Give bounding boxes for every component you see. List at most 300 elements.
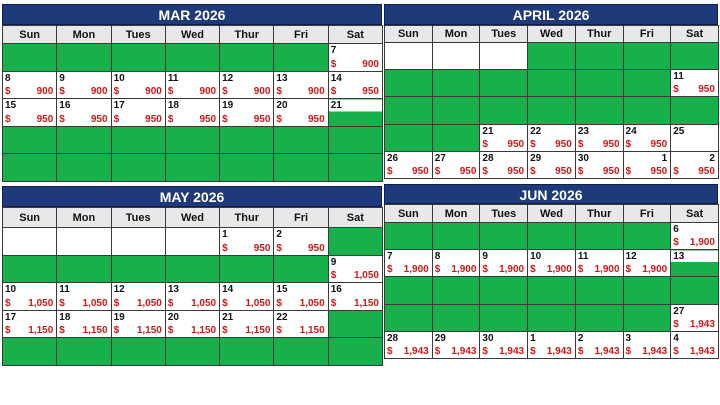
currency-symbol: $ [222,297,228,309]
nightly-price [276,325,324,336]
currency-symbol: $ [625,345,632,357]
day-cell[interactable] [480,124,528,151]
price-amount: 1,050 [245,297,271,309]
currency-symbol: $ [387,264,393,276]
price-amount: 950 [507,138,525,150]
currency-symbol: $ [167,113,174,125]
nightly-price [168,325,216,336]
price-amount: 950 [412,165,429,177]
day-number: 30 [482,332,494,344]
day-cell[interactable] [385,151,433,178]
day-cell[interactable] [3,310,57,338]
available-cell [111,255,165,283]
available-cell [575,70,623,97]
day-cell[interactable] [57,71,111,99]
day-cell[interactable] [111,283,165,311]
day-cell[interactable] [575,124,623,151]
day-number: 17 [5,311,17,323]
price-amount: 1,050 [28,297,54,309]
available-cell [528,97,576,124]
day-cell[interactable] [528,124,576,151]
available-cell [274,126,328,154]
available-cell [671,43,719,70]
price-amount: 1,943 [499,345,525,357]
nightly-price [482,346,524,357]
day-cell[interactable] [432,331,480,358]
available-cell [385,70,433,97]
available-cell [575,277,623,304]
nightly-price [578,166,620,177]
day-cell[interactable] [274,228,328,256]
available-cell [528,70,576,97]
weekday-header: Wed [528,205,576,223]
day-cell[interactable] [671,151,719,178]
day-cell[interactable] [274,99,328,127]
available-cell [575,43,623,70]
available-cell [623,97,671,124]
empty-cell [3,228,57,256]
day-number: 11 [59,284,70,295]
day-number: 20 [276,100,288,111]
day-cell[interactable] [623,250,671,277]
weekday-header: Sun [3,208,57,228]
day-number: 19 [222,100,234,111]
day-cell[interactable] [220,228,274,256]
calendar-title [2,4,382,25]
day-number: 22 [530,125,542,137]
nightly-price [387,264,429,275]
currency-symbol: $ [387,345,393,357]
nightly-price [331,86,379,97]
day-cell[interactable] [432,250,480,277]
day-number: 21 [222,311,234,323]
available-cell [111,44,165,72]
price-amount: 950 [602,165,620,177]
day-number: 13 [276,72,288,84]
day-number: 29 [530,152,542,164]
week-row [385,70,719,97]
day-cell[interactable] [165,71,219,99]
weekday-header: Fri [623,26,671,43]
day-number: 15 [5,100,17,111]
available-cell [165,338,219,366]
price-amount: 1,900 [403,264,429,276]
available-cell [623,70,671,97]
currency-symbol: $ [434,345,441,357]
day-cell[interactable] [3,99,57,127]
price-amount: 1,900 [594,264,620,276]
available-cell [671,277,719,304]
price-amount: 900 [362,58,379,70]
nightly-price [578,264,620,275]
day-cell[interactable] [528,250,576,277]
day-cell[interactable] [671,331,719,358]
day-number: 16 [330,284,342,295]
weekday-header: Sun [385,26,433,43]
calendar-title-text: APRIL 2026 [512,7,590,23]
day-cell[interactable] [528,331,576,358]
nightly-price [482,166,524,177]
price-amount: 1,900 [689,237,715,249]
currency-symbol: $ [59,297,65,309]
day-number: 30 [577,152,589,164]
available-cell [432,223,480,250]
day-number: 15 [276,284,288,295]
nightly-price [673,237,715,248]
day-cell[interactable] [220,283,274,311]
day-cell[interactable] [328,71,382,99]
available-cell [220,154,274,182]
nightly-price [387,346,429,357]
week-row [3,310,383,338]
price-amount: 1,150 [299,325,325,336]
week-row [385,250,719,277]
price-amount: 1,900 [642,264,668,276]
available-cell [671,97,719,124]
day-cell[interactable] [57,283,111,311]
day-number: 12 [113,284,125,295]
nightly-price [222,114,270,125]
available-cell [57,154,111,182]
available-cell [57,338,111,366]
available-cell [385,223,433,250]
day-number: 19 [113,311,125,323]
nightly-price [673,319,715,330]
day-number: 21 [482,125,494,137]
price-amount: 1,050 [299,297,325,309]
day-number: 2 [577,332,584,344]
nightly-price [673,166,715,177]
day-number: 1 [222,229,228,240]
day-cell[interactable] [480,151,528,178]
price-amount: 950 [145,113,162,125]
day-cell[interactable] [328,99,382,127]
day-cell[interactable] [575,331,623,358]
day-cell[interactable] [274,310,328,338]
day-cell[interactable] [623,331,671,358]
currency-symbol: $ [434,264,441,276]
price-amount: 1,150 [353,297,379,309]
currency-symbol: $ [482,165,488,177]
available-cell [111,338,165,366]
day-cell[interactable] [385,331,433,358]
price-amount: 1,900 [546,264,572,276]
day-number: 17 [113,100,125,111]
day-cell[interactable] [671,124,719,151]
currency-symbol: $ [330,270,337,281]
week-row [3,338,383,366]
currency-symbol: $ [5,86,11,97]
available-cell [220,44,274,72]
day-cell[interactable] [575,250,623,277]
day-cell[interactable] [432,151,480,178]
day-number: 11 [167,72,179,84]
currency-symbol: $ [59,86,65,97]
day-number: 22 [276,311,288,323]
day-number: 7 [387,251,393,263]
currency-symbol: $ [673,345,679,357]
day-cell[interactable] [111,71,165,99]
day-number: 12 [625,251,637,263]
weekday-header: Sat [671,26,719,43]
day-number: 10 [530,251,542,263]
calendar-jun-2026 [384,184,718,359]
available-cell [480,223,528,250]
price-amount: 1,050 [136,297,162,309]
week-row [385,43,719,70]
available-cell [623,277,671,304]
available-cell [432,97,480,124]
week-row [385,97,719,124]
nightly-price [626,166,668,177]
nightly-price [114,325,162,336]
price-amount: 1,943 [403,345,429,357]
empty-cell [432,43,480,70]
day-number: 26 [387,152,399,164]
nightly-price [5,298,53,309]
available-cell [480,97,528,124]
available-cell [274,154,328,182]
price-amount: 950 [602,138,620,150]
day-cell[interactable] [528,151,576,178]
weekday-header: Tues [111,26,165,44]
price-amount: 1,150 [82,325,108,336]
currency-symbol: $ [330,297,337,309]
nightly-price [59,325,107,336]
currency-symbol: $ [276,242,282,254]
weekday-header: Tues [480,205,528,223]
day-cell[interactable] [111,310,165,338]
calendar-grid [2,25,383,182]
nightly-price [276,243,324,254]
day-number: 20 [167,311,179,323]
nightly-price [114,114,162,125]
price-amount: 1,943 [594,345,620,357]
price-amount: 1,050 [353,270,379,281]
available-cell [385,304,433,331]
price-amount: 950 [253,113,271,125]
currency-symbol: $ [5,325,11,336]
day-number: 11 [577,251,589,263]
currency-symbol: $ [577,165,584,177]
nightly-price [5,325,53,336]
weekday-header: Thur [575,26,623,43]
nightly-price [435,346,477,357]
weekday-header: Wed [528,26,576,43]
available-cell [575,223,623,250]
day-number: 29 [434,332,446,344]
day-number: 28 [387,332,399,344]
currency-symbol: $ [530,138,536,150]
nightly-price [673,84,715,95]
day-number: 27 [673,305,685,317]
day-cell[interactable] [3,71,57,99]
week-row [3,283,383,311]
day-number: 10 [113,72,125,84]
week-row [3,99,383,127]
currency-symbol: $ [577,138,584,150]
weekday-header: Thur [220,26,274,44]
available-cell [480,277,528,304]
nightly-price [626,139,668,150]
price-amount: 950 [308,242,325,254]
day-cell[interactable] [165,310,219,338]
day-cell[interactable] [328,44,382,72]
nightly-price [331,270,379,281]
day-number: 6 [673,224,679,235]
day-number: 1 [661,152,668,164]
weekday-header-row [3,26,383,44]
day-cell[interactable] [623,124,671,151]
currency-symbol: $ [113,325,120,336]
day-cell[interactable] [623,151,671,178]
nightly-price [626,346,668,357]
currency-symbol: $ [625,138,632,150]
currency-symbol: $ [673,84,679,96]
price-amount: 950 [507,165,525,177]
currency-symbol: $ [113,86,120,97]
nightly-price [530,166,572,177]
price-amount: 1,150 [191,325,217,336]
nightly-price [530,264,572,275]
day-cell[interactable] [165,99,219,127]
nightly-price [5,114,53,125]
day-cell[interactable] [671,223,719,250]
day-cell[interactable] [575,151,623,178]
currency-symbol: $ [276,86,282,97]
day-cell[interactable] [220,310,274,338]
weekday-header-row [385,205,719,223]
day-number: 1 [530,332,536,344]
day-cell[interactable] [328,255,382,283]
day-number: 28 [482,152,494,164]
weekday-header-row [385,26,719,43]
day-cell[interactable] [385,250,433,277]
week-row [385,277,719,304]
day-cell[interactable] [671,250,719,277]
nightly-price [435,166,477,177]
currency-symbol: $ [276,113,282,125]
day-cell[interactable] [3,283,57,311]
day-cell[interactable] [671,304,719,331]
calendar-grid [384,25,719,179]
currency-symbol: $ [222,86,228,97]
day-cell[interactable] [111,99,165,127]
day-cell[interactable] [220,71,274,99]
week-row [385,124,719,151]
week-row [3,154,383,182]
available-cell [385,124,433,151]
weekday-header: Mon [57,208,111,228]
weekday-header: Sat [328,208,382,228]
nightly-price [482,264,524,275]
available-cell [274,44,328,72]
available-cell [3,338,57,366]
day-number: 4 [673,332,679,344]
day-cell[interactable] [57,99,111,127]
day-cell[interactable] [57,310,111,338]
available-cell [432,277,480,304]
currency-symbol: $ [530,345,536,357]
day-cell[interactable] [671,70,719,97]
week-row [3,71,383,99]
price-amount: 900 [90,86,108,97]
day-cell[interactable] [274,283,328,311]
day-number: 8 [434,251,441,263]
day-number: 27 [434,152,446,164]
day-number: 14 [330,72,342,84]
nightly-price [626,264,668,275]
currency-symbol: $ [113,113,120,125]
available-cell [623,43,671,70]
weekday-header: Tues [111,208,165,228]
currency-symbol: $ [222,113,228,125]
price-amount: 1,943 [546,345,572,357]
day-cell[interactable] [165,283,219,311]
day-number: 3 [625,332,632,344]
currency-symbol: $ [434,165,441,177]
nightly-price [530,139,572,150]
day-cell[interactable] [480,331,528,358]
currency-symbol: $ [167,325,174,336]
available-cell [111,126,165,154]
calendar-title [384,184,718,204]
price-amount: 1,150 [136,325,162,336]
price-amount: 950 [555,138,572,150]
day-number: 9 [330,256,337,268]
available-cell [111,154,165,182]
price-amount: 1,900 [499,264,525,276]
day-cell[interactable] [274,71,328,99]
available-cell [385,97,433,124]
day-cell[interactable] [328,283,382,311]
nightly-price [168,114,216,125]
currency-symbol: $ [673,237,679,249]
price-amount: 900 [253,86,271,97]
calendar-mar-2026 [2,4,382,182]
nightly-price [114,298,162,309]
calendar-title-text: MAR 2026 [158,7,226,23]
nightly-price [222,325,270,336]
price-amount: 950 [36,113,54,125]
nightly-price [59,114,107,125]
week-row [3,255,383,283]
nightly-price [168,86,216,97]
available-cell [165,126,219,154]
day-number: 24 [625,125,637,137]
day-number: 2 [709,152,715,164]
available-cell [3,126,57,154]
day-cell[interactable] [480,250,528,277]
weekday-header: Fri [274,208,328,228]
week-row [3,126,383,154]
currency-symbol: $ [673,165,679,177]
available-cell [328,310,382,338]
empty-cell [385,43,433,70]
nightly-price [435,264,477,275]
available-cell [165,44,219,72]
nightly-price [578,139,620,150]
weekday-header: Sun [385,205,433,223]
available-cell [274,338,328,366]
available-cell [480,70,528,97]
nightly-price [331,59,379,70]
available-cell [623,304,671,331]
day-cell[interactable] [220,99,274,127]
nightly-price [331,298,379,309]
nightly-price [578,346,620,357]
day-number: 25 [673,125,685,137]
